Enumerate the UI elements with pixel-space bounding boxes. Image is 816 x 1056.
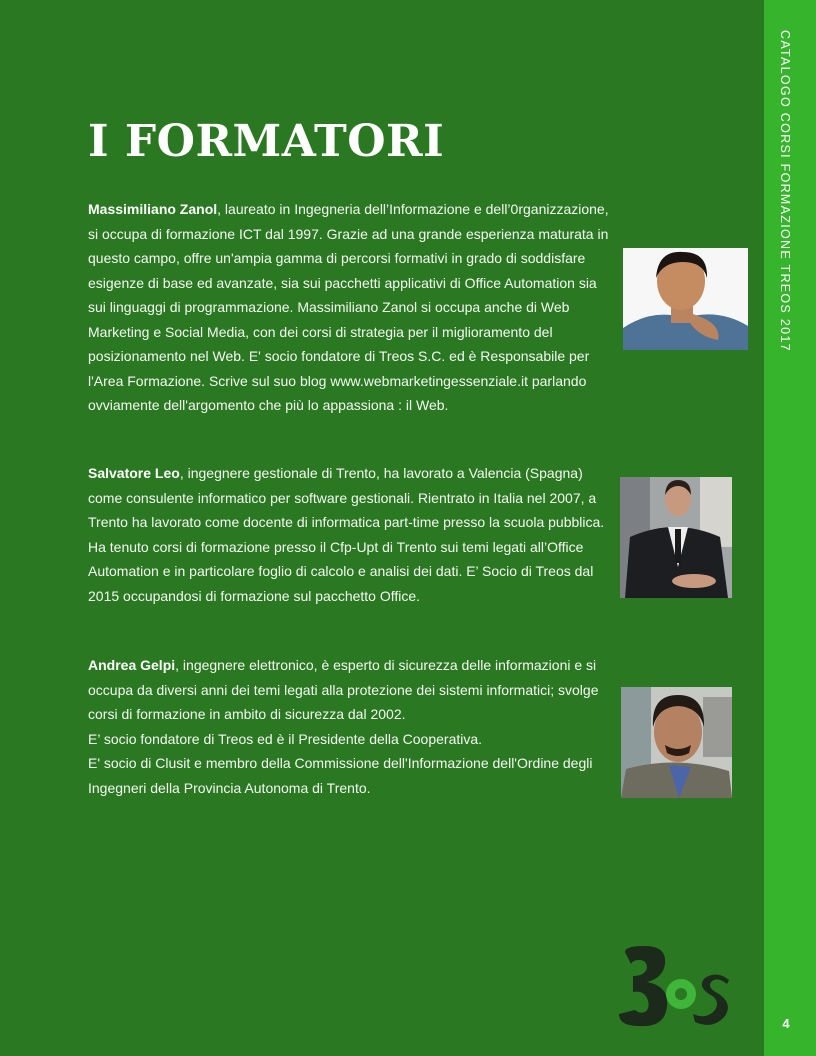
page-number: 4	[782, 1016, 790, 1031]
catalog-title: CATALOGO CORSI FORMAZIONE TREOS 2017	[778, 30, 792, 352]
trainer-photo-gelpi	[621, 687, 732, 798]
treos-logo	[617, 944, 735, 1030]
logo-text: 3os	[677, 1024, 679, 1025]
trainer-description: , laureato in Ingegneria dell’Informazione e dell’0rganizzazione, si occupa di formazione ICT dal 1997. Grazie ad una grande esperienza maturata in questo campo, offre un'ampia gamma di percorsi formativi in grado di soddisfare esigenze di base ed avanzate, sia sui pacchetti applicativi di Office Automation sia sui linguaggi di programmazione. Massimiliano Zanol si occupa anche di Web Marketing e Social Media, con dei corsi di strategia per il miglioramento del posizionamento nel Web. E' socio fondatore di Treos S.C. ed è Responsabile per l'Area Formazione. Scrive sul suo blog www.webmarketingessenziale.it parlando ovviamente dell'argomento che più lo appassiona : il Web.	[88, 201, 609, 413]
trainer-bio-leo	[88, 461, 620, 608]
trainer-description: , ingegnere elettronico, è esperto di sicurezza delle informazioni e si occupa da diversi anni dei temi legati alla protezione dei sistemi informatici; svolge corsi di formazione in ambito di sicurezza dal 2002.	[88, 657, 599, 722]
trainer-name: Salvatore Leo	[88, 465, 180, 481]
trainer-bio-zanol	[88, 197, 618, 418]
trainer-bio-gelpi	[88, 653, 620, 800]
trainer-description-line3: E' socio di Clusit e membro della Commissione dell'Informazione dell'Ordine degli Ingegneri della Provincia Autonoma di Trento.	[88, 755, 593, 796]
trainer-name: Andrea Gelpi	[88, 657, 176, 673]
trainer-photo-leo	[620, 477, 732, 598]
trainer-photo-zanol	[623, 248, 748, 350]
trainer-description-line2: E’ socio fondatore di Treos ed è il Presidente della Cooperativa.	[88, 730, 483, 747]
trainer-name: Massimiliano Zanol	[88, 201, 218, 217]
trainer-description: , ingegnere gestionale di Trento, ha lavorato a Valencia (Spagna) come consulente informatico per software gestionali. Rientrato in Italia nel 2007, a Trento ha lavorato come docente di informatica part-time presso la scuola pubblica. Ha tenuto corsi di formazione presso il Cfp-Upt di Trento sui temi legati all’Office Automation e in particolare foglio di calcolo e analisi dei dati. E’ Socio di Treos dal 2015 occupandosi di formazione sul pacchetto Office.	[88, 465, 605, 604]
page-title: I FORMATORI	[88, 116, 445, 167]
